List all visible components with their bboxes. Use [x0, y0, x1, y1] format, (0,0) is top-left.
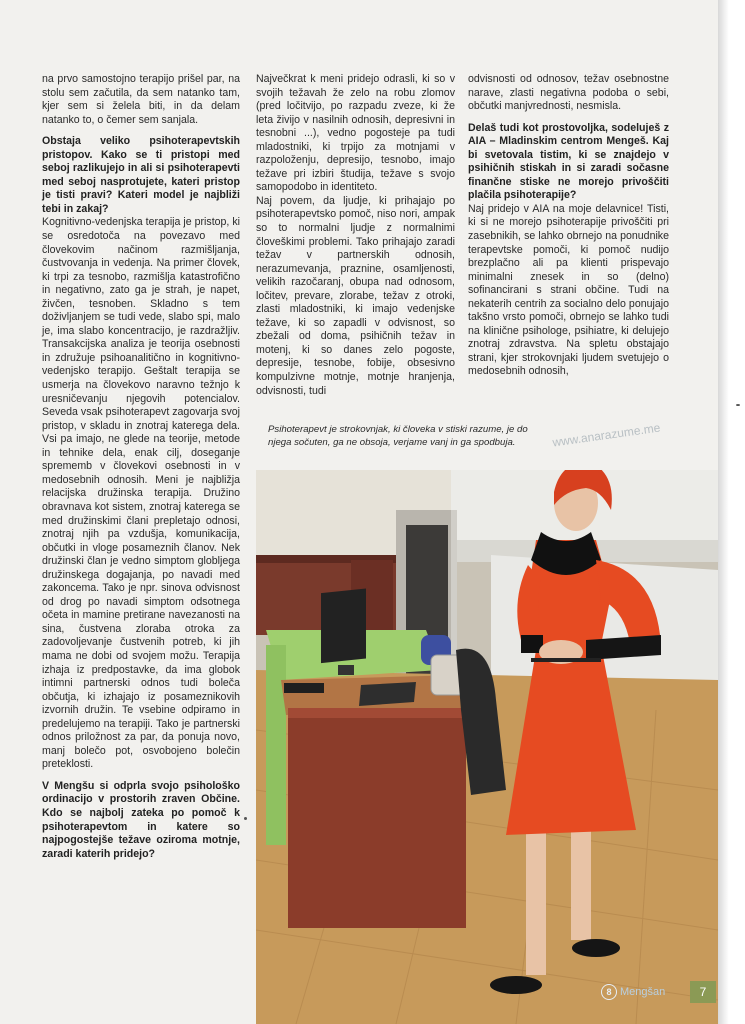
photo-caption: Psihoterapevt je strokovnjak, ki človeka v stiski razume, je do njega sočuten, ga ne obsoja, verjame vanj in ga spodbuja.: [268, 424, 528, 448]
paragraph: Največkrat k meni pridejo odrasli, ki so v svojih težavah že zelo na robu zlomov (pred ločitvijo, po razpadu zveze, ki že leta živijo v nasilnih odnosih, depresivni in tesnobni ...), vedno pogosteje pa tudi mladostniki, ki trpijo za motnjami v razpoloženju, depresijo, tesnobo, imajo težave pri izbiri študija, težave s svojo samopodobo in identiteto.: [256, 73, 455, 194]
logo-badge-icon: 8: [601, 984, 617, 1000]
photo-illustration: [256, 470, 718, 1024]
paragraph: Naj pridejo v AIA na moje delavnice! Tisti, ki si ne morejo psihoterapije privoščiti pri zasebnikih, se lahko obrnejo na ponudnike terapevtske pomoči, ki pomoč nudijo brezplačno ali pa klienti prispevajo minimalni znesek in so (delno) sofinancirani s strani občine. Tudi na nekaterih centrih za socialno delo ponujajo takšno vrsto pomoči, obrnejo se lahko tudi na klinične psihologe, psihiatre, ki delujejo znotraj zdravstva. Na spletu obstajajo strani, kjer strokovnjaki ljudem svetujejo o medosebnih odnosih,: [468, 202, 669, 378]
magazine-logo: [601, 984, 665, 1000]
print-speck: [736, 404, 740, 406]
print-speck: [244, 817, 247, 820]
interview-question: Obstaja veliko psihoterapevtskih pristopov. Kako se ti pristopi med seboj razlikujejo in ali si psihoterapevti med seboj nasprotujete, kateri pristop je tisti pravi? Kateri model je najbliži tebi in zakaj?: [42, 135, 240, 215]
page-number: 7: [690, 981, 716, 1003]
interview-question: Delaš tudi kot prostovoljka, sodeluješ z AIA – Mladinskim centrom Mengeš. Kaj bi svetovala tistim, ki se znajdejo v psihičnih stiskah in si zaradi sočasne finančne stiske ne morejo privoščiti plačila psihoterapije?: [468, 121, 669, 202]
text-column-1: [42, 73, 240, 861]
paragraph: Naj povem, da ljudje, ki prihajajo po psihoterapevtsko pomoč, niso nori, ampak so to normalni ljudje z normalnimi človeškimi problemi. Tako prihajajo zaradi težav v partnerskih odnosih, nerazumevanja, praznine, osamljenosti, velikih razočaranj, obupa nad odnosom, ločitev, prevare, zlorabe, težav z otroki, zlasti mladostniki, ki imajo vedenjske težave, ki so zapadli v odvisnost, so zbežali od doma, psihičnih težav in motenj, ki so danes zelo pogoste, depresije, tesnobe, fobije, obsesivno kompulzivne motnje, motnje hranjenja, odvisnosti, tudi: [256, 194, 455, 397]
paragraph: Kognitivno-vedenjska terapija je pristop, ki se osredotoča na povezavo med človekovim načinom razmišljanja, čustvovanja in vedenja. Na primer človek, ki trpi za tesnobo, razmišlja katastrofično in negativno, zato ga je strah, je napet, živčen, tesnoben. Skladno s tem doživljanjem se tudi vede, slabo spi, malo je, ima slabo koncentracijo, je razdražljiv. Transakcijska analiza je teorija osebnosti in združuje psihoanalitično in kognitivno-vedenjsko terapijo. Geštalt terapija se usmerja na človekovo naravno težnjo k uresničevanju njegovih potencialov. Seveda vsak psihoterapevt zagovarja svoj pristop, v skladu in znotraj katerega dela. Vsi pa imajo, ne glede na teorije, metode in tehnike dela, enak cilj, doseganje sprememb v človekovi osebnosti in v medosebnih odnosih. Meni je najbližja relacijska družinska terapija. Družino obravnava kot sistem, znotraj katerega se med družinskimi člani prepletajo odnosi, znotraj njih pa vzdušja, komunikacija, občutki in vloge posameznih članov. Nek družinski član je vedno simptom globljega družinskega dogajanja, po navadi med zakoncema. Tako je npr. sinova odvisnost od drog po navadi simptom odsotnega očeta in mamine pretirane navezanosti na sina, čustvena zloraba otroka za zadovoljevanje čustvenih potreb, ki jih mama ne dobi od svojem možu. Terapija izhaja iz predpostavke, da ima globok intimni partnerski odnos tudi boleča občutja, ki izhajajo iz posameznikovih izvornih družin. Te vsebine odpiramo in predelujemo na terapiji. Tako je partnerski odnos priložnost za par, da ponuja novo, manj bolečo pot, osvobojeno bolečin preteklosti.: [42, 216, 240, 771]
text-column-3: [468, 73, 669, 379]
interview-question: V Mengšu si odprla svojo psihološko ordinacijo v prostorih zraven Občine. Kdo se najbolj zateka po pomoč k psihoterapevtom in katere so najpogostejše težave oziroma motnje, zaradi katerih pridejo?: [42, 779, 240, 860]
article-photo: [256, 470, 718, 1024]
text-column-2: [256, 73, 455, 398]
magazine-name: Mengšan: [620, 986, 666, 998]
page-edge: [718, 0, 745, 1024]
projection-watermark: www.anarazume.me: [551, 420, 662, 450]
paragraph: odvisnosti od odnosov, težav osebnostne narave, zlasti negativna podoba o sebi, občutki manjvrednosti, nesmisla.: [468, 73, 669, 113]
photo-caption-box: [256, 418, 545, 468]
paragraph: na prvo samostojno terapijo prišel par, na stolu sem začutila, da sem natanko tam, kjer sem si želela biti, in da delam natanko to, o čemer sem sanjala.: [42, 73, 240, 126]
